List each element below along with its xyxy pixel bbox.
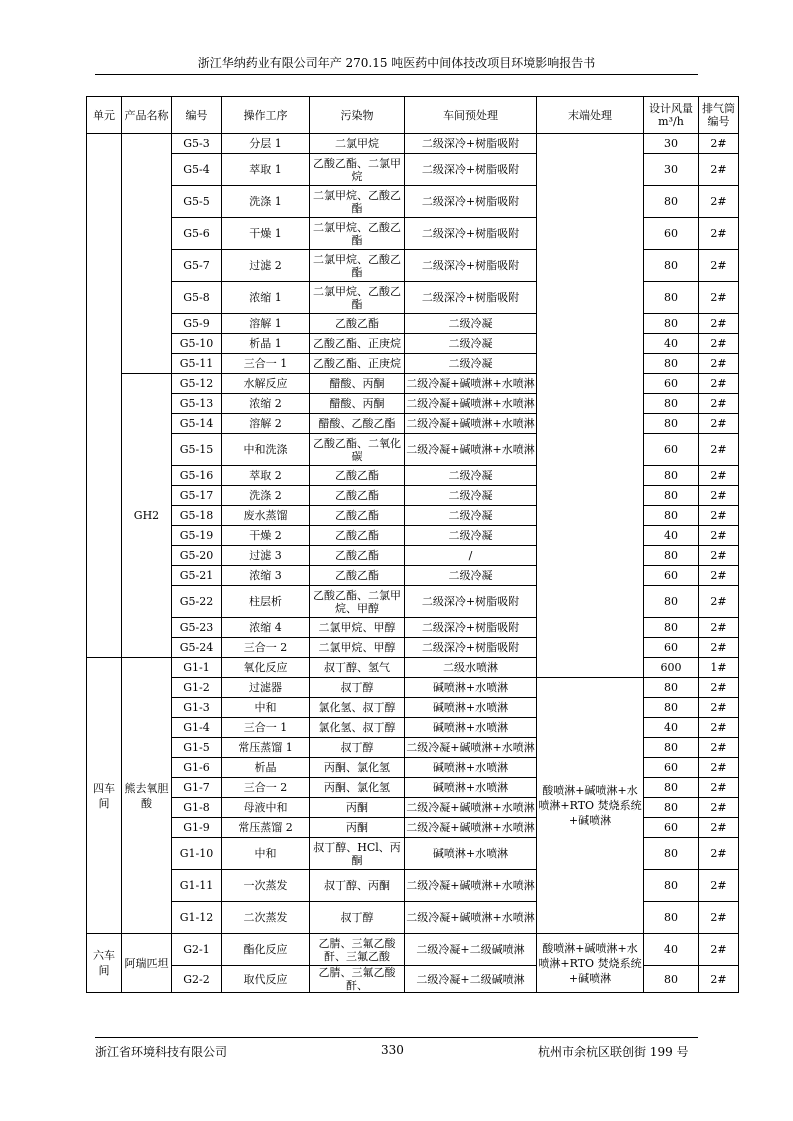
row-id: G5-6 <box>172 218 222 250</box>
row-flow: 80 <box>644 618 699 638</box>
row-stack: 2# <box>699 154 739 186</box>
table-header-row <box>87 97 739 134</box>
row-flow: 60 <box>644 566 699 586</box>
row-pretreat: 二级深冷+树脂吸附 <box>405 154 537 186</box>
row-pretreat: 二级冷凝+碱喷淋+水喷淋 <box>405 394 537 414</box>
row-pollutant: 乙酸乙酯、正庚烷 <box>310 354 405 374</box>
row-id: G5-21 <box>172 566 222 586</box>
col-unit: 单元 <box>87 97 122 134</box>
row-pretreat: 碱喷淋+水喷淋 <box>405 838 537 870</box>
row-pollutant: 二氯甲烷、甲醇 <box>310 638 405 658</box>
row-step: 干燥 1 <box>222 218 310 250</box>
footer-address: 杭州市余杭区联创街 199 号 <box>538 1045 689 1059</box>
col-flow <box>644 97 699 134</box>
row-flow: 80 <box>644 466 699 486</box>
row-step: 浓缩 2 <box>222 394 310 414</box>
row-pollutant: 氯化氢、叔丁醇 <box>310 718 405 738</box>
row-stack: 2# <box>699 354 739 374</box>
row-step: 过滤 2 <box>222 250 310 282</box>
col-pretreat: 车间预处理 <box>405 97 537 134</box>
row-pollutant: 叔丁醇、氢气 <box>310 658 405 678</box>
row-id: G1-11 <box>172 870 222 902</box>
row-step: 废水蒸馏 <box>222 506 310 526</box>
row-flow: 80 <box>644 314 699 334</box>
row-pretreat: 二级冷凝 <box>405 486 537 506</box>
col-flow-unit: m³/h <box>658 115 684 128</box>
row-step: 三合一 1 <box>222 354 310 374</box>
row-flow: 80 <box>644 546 699 566</box>
row-stack: 2# <box>699 466 739 486</box>
col-stack-label2: 编号 <box>707 115 730 128</box>
footer-rule <box>95 1037 698 1038</box>
row-pretreat: 二级深冷+树脂吸附 <box>405 282 537 314</box>
row-stack: 2# <box>699 434 739 466</box>
row-step: 浓缩 1 <box>222 282 310 314</box>
row-stack: 2# <box>699 758 739 778</box>
product-cell-g1: 熊去氧胆酸 <box>122 658 172 934</box>
row-flow: 80 <box>644 678 699 698</box>
row-stack: 2# <box>699 870 739 902</box>
row-id: G5-7 <box>172 250 222 282</box>
row-id: G1-3 <box>172 698 222 718</box>
row-pretreat: 碱喷淋+水喷淋 <box>405 778 537 798</box>
row-flow: 80 <box>644 486 699 506</box>
row-flow: 80 <box>644 798 699 818</box>
row-step: 析晶 <box>222 758 310 778</box>
row-pollutant: 叔丁醇、HCl、丙酮 <box>310 838 405 870</box>
row-flow: 30 <box>644 154 699 186</box>
row-stack: 2# <box>699 282 739 314</box>
col-stack <box>699 97 739 134</box>
row-pollutant: 叔丁醇 <box>310 902 405 934</box>
col-step: 操作工序 <box>222 97 310 134</box>
row-step: 干燥 2 <box>222 526 310 546</box>
row-pretreat: 二级深冷+树脂吸附 <box>405 134 537 154</box>
row-flow: 60 <box>644 434 699 466</box>
row-id: G1-1 <box>172 658 222 678</box>
row-stack: 2# <box>699 586 739 618</box>
unit-cell-4: 四车间 <box>87 658 122 934</box>
row-step: 萃取 2 <box>222 466 310 486</box>
row-pretreat: 二级冷凝+碱喷淋+水喷淋 <box>405 818 537 838</box>
row-flow: 80 <box>644 738 699 758</box>
row-pretreat: 二级冷凝 <box>405 334 537 354</box>
row-id: G5-10 <box>172 334 222 354</box>
row-pretreat: 二级深冷+树脂吸附 <box>405 638 537 658</box>
row-step: 分层 1 <box>222 134 310 154</box>
row-stack: 2# <box>699 798 739 818</box>
row-id: G1-10 <box>172 838 222 870</box>
row-flow: 40 <box>644 526 699 546</box>
row-pollutant: 乙腈、三氟乙酸酐、三氟乙酸 <box>310 934 405 966</box>
row-pollutant: 乙酸乙酯、正庚烷 <box>310 334 405 354</box>
row-stack: 2# <box>699 414 739 434</box>
row-pollutant: 乙酸乙酯 <box>310 466 405 486</box>
row-step: 溶解 2 <box>222 414 310 434</box>
row-id: G1-8 <box>172 798 222 818</box>
row-pretreat: 二级冷凝+碱喷淋+水喷淋 <box>405 902 537 934</box>
row-step: 萃取 1 <box>222 154 310 186</box>
unit-cell-blank <box>87 134 122 658</box>
col-stack-label1: 排气筒 <box>702 102 735 115</box>
row-step: 中和 <box>222 698 310 718</box>
row-pretreat: 二级深冷+树脂吸附 <box>405 618 537 638</box>
row-id: G5-13 <box>172 394 222 414</box>
row-flow: 60 <box>644 218 699 250</box>
row-pretreat: 碱喷淋+水喷淋 <box>405 698 537 718</box>
row-step: 浓缩 3 <box>222 566 310 586</box>
row-step: 洗涤 2 <box>222 486 310 506</box>
row-flow: 80 <box>644 966 699 993</box>
col-flow-label: 设计风量 <box>649 102 693 115</box>
row-step: 水解反应 <box>222 374 310 394</box>
row-flow: 60 <box>644 638 699 658</box>
row-id: G5-3 <box>172 134 222 154</box>
row-flow: 80 <box>644 698 699 718</box>
row-stack: 2# <box>699 778 739 798</box>
row-flow: 40 <box>644 334 699 354</box>
row-step: 三合一 1 <box>222 718 310 738</box>
row-flow: 80 <box>644 778 699 798</box>
row-step: 中和洗涤 <box>222 434 310 466</box>
row-id: G5-23 <box>172 618 222 638</box>
row-pretreat: 二级冷凝+二级碱喷淋 <box>405 966 537 993</box>
row-pollutant: 醋酸、丙酮 <box>310 394 405 414</box>
row-stack: 2# <box>699 738 739 758</box>
table-body <box>87 134 739 993</box>
row-stack: 2# <box>699 818 739 838</box>
row-id: G5-12 <box>172 374 222 394</box>
row-pollutant: 丙酮 <box>310 818 405 838</box>
row-step: 析晶 1 <box>222 334 310 354</box>
row-step: 三合一 2 <box>222 778 310 798</box>
row-pretreat: 二级深冷+树脂吸附 <box>405 218 537 250</box>
row-pollutant: 醋酸、丙酮 <box>310 374 405 394</box>
table-row <box>87 134 739 154</box>
row-stack: 2# <box>699 566 739 586</box>
row-pretreat: 二级冷凝+碱喷淋+水喷淋 <box>405 738 537 758</box>
unit-cell-6: 六车间 <box>87 934 122 993</box>
row-flow: 80 <box>644 586 699 618</box>
row-flow: 60 <box>644 758 699 778</box>
row-flow: 60 <box>644 374 699 394</box>
row-id: G5-14 <box>172 414 222 434</box>
row-pretreat: 二级深冷+树脂吸附 <box>405 586 537 618</box>
row-id: G5-5 <box>172 186 222 218</box>
row-step: 取代反应 <box>222 966 310 993</box>
row-id: G1-2 <box>172 678 222 698</box>
row-stack: 2# <box>699 678 739 698</box>
row-pollutant: 丙酮、氯化氢 <box>310 758 405 778</box>
row-pretreat: 二级冷凝 <box>405 566 537 586</box>
row-pollutant: 叔丁醇 <box>310 678 405 698</box>
row-pretreat: 二级深冷+树脂吸附 <box>405 250 537 282</box>
row-step: 氧化反应 <box>222 658 310 678</box>
row-step: 柱层析 <box>222 586 310 618</box>
row-pretreat: 二级深冷+树脂吸附 <box>405 186 537 218</box>
row-id: G1-5 <box>172 738 222 758</box>
row-stack: 2# <box>699 134 739 154</box>
row-step: 常压蒸馏 1 <box>222 738 310 758</box>
row-id: G2-2 <box>172 966 222 993</box>
row-pretreat: 二级冷凝 <box>405 526 537 546</box>
row-pretreat: 二级冷凝+碱喷淋+水喷淋 <box>405 434 537 466</box>
row-pretreat: 碱喷淋+水喷淋 <box>405 678 537 698</box>
row-pollutant: 二氯甲烷 <box>310 134 405 154</box>
row-pollutant: 二氯甲烷、乙酸乙酯 <box>310 186 405 218</box>
row-id: G5-19 <box>172 526 222 546</box>
row-stack: 2# <box>699 618 739 638</box>
row-stack: 1# <box>699 658 739 678</box>
row-stack: 2# <box>699 334 739 354</box>
row-pollutant: 二氯甲烷、甲醇 <box>310 618 405 638</box>
row-pretreat: 二级冷凝 <box>405 354 537 374</box>
row-pollutant: 丙酮、氯化氢 <box>310 778 405 798</box>
row-flow: 80 <box>644 506 699 526</box>
row-pollutant: 乙酸乙酯 <box>310 314 405 334</box>
row-stack: 2# <box>699 638 739 658</box>
row-step: 二次蒸发 <box>222 902 310 934</box>
page-number: 330 <box>381 1043 404 1057</box>
row-pretreat: 二级冷凝+碱喷淋+水喷淋 <box>405 374 537 394</box>
row-step: 过滤器 <box>222 678 310 698</box>
endtreat-cell-g1: 酸喷淋+碱喷淋+水喷淋+RTO 焚烧系统+碱喷淋 <box>537 678 644 934</box>
header-rule <box>95 74 698 75</box>
row-pretreat: 碱喷淋+水喷淋 <box>405 718 537 738</box>
row-stack: 2# <box>699 718 739 738</box>
row-flow: 80 <box>644 838 699 870</box>
row-flow: 80 <box>644 250 699 282</box>
row-stack: 2# <box>699 546 739 566</box>
row-id: G5-18 <box>172 506 222 526</box>
row-stack: 2# <box>699 838 739 870</box>
row-step: 溶解 1 <box>222 314 310 334</box>
row-stack: 2# <box>699 314 739 334</box>
row-stack: 2# <box>699 374 739 394</box>
product-cell-gh2: GH2 <box>122 374 172 658</box>
row-stack: 2# <box>699 526 739 546</box>
row-id: G1-6 <box>172 758 222 778</box>
row-pollutant: 丙酮 <box>310 798 405 818</box>
row-step: 一次蒸发 <box>222 870 310 902</box>
row-stack: 2# <box>699 506 739 526</box>
row-pollutant: 醋酸、乙酸乙酯 <box>310 414 405 434</box>
row-pretreat: 二级冷凝 <box>405 466 537 486</box>
row-stack: 2# <box>699 186 739 218</box>
endtreat-cell-g2: 酸喷淋+碱喷淋+水喷淋+RTO 焚烧系统+碱喷淋 <box>537 934 644 993</box>
row-pollutant: 乙腈、三氟乙酸酐、 <box>310 966 405 993</box>
row-flow: 30 <box>644 134 699 154</box>
row-pretreat: 二级冷凝+二级碱喷淋 <box>405 934 537 966</box>
row-id: G5-9 <box>172 314 222 334</box>
row-pollutant: 乙酸乙酯 <box>310 526 405 546</box>
table-row <box>87 678 739 698</box>
row-pollutant: 乙酸乙酯 <box>310 546 405 566</box>
row-stack: 2# <box>699 218 739 250</box>
row-id: G5-17 <box>172 486 222 506</box>
row-pollutant: 乙酸乙酯 <box>310 486 405 506</box>
row-pollutant: 乙酸乙酯、二氧化碳 <box>310 434 405 466</box>
row-flow: 40 <box>644 718 699 738</box>
row-id: G5-22 <box>172 586 222 618</box>
row-id: G5-20 <box>172 546 222 566</box>
endtreat-cell-blank <box>537 134 644 678</box>
row-pollutant: 氯化氢、叔丁醇 <box>310 698 405 718</box>
row-pollutant: 乙酸乙酯、二氯甲烷 <box>310 154 405 186</box>
row-stack: 2# <box>699 934 739 966</box>
row-pretreat: 二级冷凝+碱喷淋+水喷淋 <box>405 870 537 902</box>
col-endtreat: 末端处理 <box>537 97 644 134</box>
row-step: 三合一 2 <box>222 638 310 658</box>
row-step: 过滤 3 <box>222 546 310 566</box>
row-pollutant: 乙酸乙酯、二氯甲烷、甲醇 <box>310 586 405 618</box>
footer-company: 浙江省环境科技有限公司 <box>95 1045 228 1059</box>
row-step: 常压蒸馏 2 <box>222 818 310 838</box>
row-step: 母液中和 <box>222 798 310 818</box>
row-stack: 2# <box>699 394 739 414</box>
row-stack: 2# <box>699 486 739 506</box>
row-pretreat: 二级冷凝+碱喷淋+水喷淋 <box>405 798 537 818</box>
row-id: G1-4 <box>172 718 222 738</box>
emission-table <box>86 96 739 993</box>
row-id: G1-7 <box>172 778 222 798</box>
row-pretreat: / <box>405 546 537 566</box>
row-pollutant: 叔丁醇 <box>310 738 405 758</box>
row-flow: 80 <box>644 394 699 414</box>
row-step: 中和 <box>222 838 310 870</box>
row-step: 酯化反应 <box>222 934 310 966</box>
row-pretreat: 二级冷凝 <box>405 506 537 526</box>
row-id: G2-1 <box>172 934 222 966</box>
row-pollutant: 二氯甲烷、乙酸乙酯 <box>310 250 405 282</box>
row-stack: 2# <box>699 698 739 718</box>
row-id: G5-24 <box>172 638 222 658</box>
row-flow: 80 <box>644 902 699 934</box>
row-pretreat: 碱喷淋+水喷淋 <box>405 758 537 778</box>
row-flow: 80 <box>644 186 699 218</box>
row-id: G5-11 <box>172 354 222 374</box>
row-flow: 80 <box>644 354 699 374</box>
row-stack: 2# <box>699 250 739 282</box>
row-pollutant: 叔丁醇、丙酮 <box>310 870 405 902</box>
row-flow: 40 <box>644 934 699 966</box>
col-pollutant: 污染物 <box>310 97 405 134</box>
row-pretreat: 二级水喷淋 <box>405 658 537 678</box>
row-flow: 60 <box>644 818 699 838</box>
row-stack: 2# <box>699 966 739 993</box>
row-pollutant: 二氯甲烷、乙酸乙酯 <box>310 282 405 314</box>
row-pollutant: 乙酸乙酯 <box>310 566 405 586</box>
table-row <box>87 934 739 966</box>
row-flow: 80 <box>644 282 699 314</box>
row-stack: 2# <box>699 902 739 934</box>
row-pretreat: 二级冷凝 <box>405 314 537 334</box>
row-pretreat: 二级冷凝+碱喷淋+水喷淋 <box>405 414 537 434</box>
row-flow: 600 <box>644 658 699 678</box>
col-id: 编号 <box>172 97 222 134</box>
row-pollutant: 乙酸乙酯 <box>310 506 405 526</box>
product-cell-blank <box>122 134 172 374</box>
product-cell-g2: 阿瑞匹坦 <box>122 934 172 993</box>
row-flow: 80 <box>644 870 699 902</box>
row-id: G1-12 <box>172 902 222 934</box>
row-id: G5-15 <box>172 434 222 466</box>
row-id: G5-16 <box>172 466 222 486</box>
row-step: 浓缩 4 <box>222 618 310 638</box>
row-step: 洗涤 1 <box>222 186 310 218</box>
row-id: G5-8 <box>172 282 222 314</box>
row-id: G1-9 <box>172 818 222 838</box>
col-product: 产品名称 <box>122 97 172 134</box>
page-header: 浙江华纳药业有限公司年产 270.15 吨医药中间体技改项目环境影响报告书 <box>197 56 596 70</box>
row-pollutant: 二氯甲烷、乙酸乙酯 <box>310 218 405 250</box>
row-id: G5-4 <box>172 154 222 186</box>
row-flow: 80 <box>644 414 699 434</box>
